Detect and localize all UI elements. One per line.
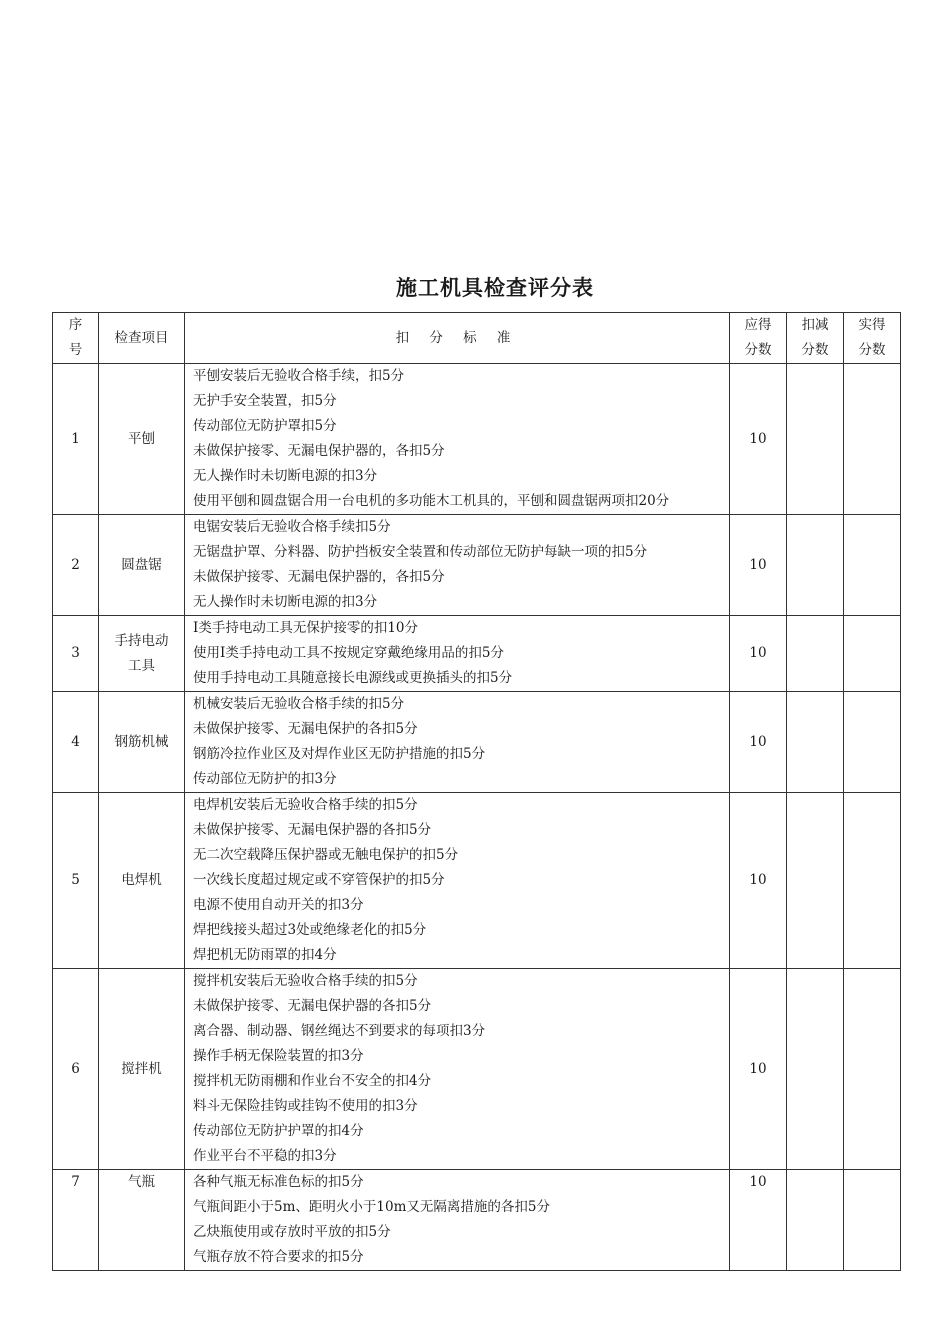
standard-line: 机械安装后无验收合格手续的扣5分: [193, 696, 405, 712]
standard-line: 使用平刨和圆盘锯合用一台电机的多功能木工机具的，平刨和圆盘锯两项扣20分: [193, 493, 670, 509]
deduction-standards: [185, 364, 730, 515]
standard-line: 传动部位无防护护罩的扣4分: [193, 1123, 364, 1139]
full-score: 10: [730, 692, 787, 793]
full-score: 10: [730, 969, 787, 1170]
full-score: 10: [730, 515, 787, 616]
full-score: 10: [730, 364, 787, 515]
actual-score-cell[interactable]: [844, 515, 901, 616]
inspection-item: [99, 515, 185, 616]
actual-score-cell[interactable]: [844, 1170, 901, 1271]
standard-line: 传动部位无防护的扣3分: [193, 771, 337, 787]
standard-line: 电锯安装后无验收合格手续扣5分: [193, 519, 391, 535]
full-score: 10: [730, 1170, 787, 1271]
standard-line: 焊把机无防雨罩的扣4分: [193, 947, 337, 963]
actual-score-cell[interactable]: [844, 692, 901, 793]
inspection-item: [99, 692, 185, 793]
standard-line: 未做保护接零、无漏电保护器的，各扣5分: [193, 569, 445, 585]
standard-line: 钢筋冷拉作业区及对焊作业区无防护措施的扣5分: [193, 746, 486, 762]
header-actual-score: 实得 分数: [844, 313, 901, 364]
actual-score-cell[interactable]: [844, 969, 901, 1170]
standard-line: 乙炔瓶使用或存放时平放的扣5分: [193, 1224, 391, 1240]
deducted-score-cell[interactable]: [787, 969, 844, 1170]
table-row: [53, 1170, 901, 1271]
deduction-standards: [185, 793, 730, 969]
inspection-item: [99, 793, 185, 969]
full-score: 10: [730, 616, 787, 692]
inspection-item-line: 电焊机: [121, 872, 162, 888]
row-number: 3: [53, 616, 99, 692]
inspection-item-line: 搅拌机: [121, 1060, 162, 1077]
actual-score-cell[interactable]: [844, 793, 901, 969]
standard-line: 各种气瓶无标准色标的扣5分: [193, 1174, 364, 1190]
deducted-score-cell[interactable]: [787, 692, 844, 793]
standard-line: 使用I类手持电动工具不按规定穿戴绝缘用品的扣5分: [193, 645, 504, 661]
inspection-item: [99, 364, 185, 515]
actual-score-cell[interactable]: [844, 616, 901, 692]
deducted-score-cell[interactable]: [787, 515, 844, 616]
deducted-score-cell[interactable]: [787, 364, 844, 515]
actual-score-cell[interactable]: [844, 364, 901, 515]
standard-line: 未做保护接零、无漏电保护的各扣5分: [193, 721, 418, 737]
standard-line: 传动部位无防护罩扣5分: [193, 418, 337, 434]
standard-line: 操作手柄无保险装置的扣3分: [193, 1048, 364, 1064]
inspection-item-line: 工具: [128, 657, 155, 674]
standard-line: 无人操作时未切断电源的扣3分: [193, 468, 378, 484]
inspection-item: [99, 1170, 185, 1271]
full-score: 10: [730, 793, 787, 969]
deduction-standards: [185, 692, 730, 793]
standard-line: 无二次空载降压保护器或无触电保护的扣5分: [193, 847, 459, 863]
row-number: 7: [53, 1170, 99, 1271]
table-row: [53, 364, 901, 515]
table-row: [53, 692, 901, 793]
header-full-score: 应得 分数: [730, 313, 787, 364]
deducted-score-cell[interactable]: [787, 616, 844, 692]
standard-line: 焊把线接头超过3处或绝缘老化的扣5分: [193, 922, 427, 938]
standard-line: 未做保护接零、无漏电保护器的各扣5分: [193, 998, 432, 1014]
standard-line: 离合器、制动器、钢丝绳达不到要求的每项扣3分: [193, 1023, 486, 1039]
standard-line: 未做保护接零、无漏电保护器的各扣5分: [193, 822, 432, 838]
standard-line: 料斗无保险挂钩或挂钩不使用的扣3分: [193, 1098, 418, 1114]
header-row: [53, 313, 901, 364]
row-number: 5: [53, 793, 99, 969]
header-standard: 扣 分 标 准: [185, 313, 730, 364]
deduction-standards: [185, 616, 730, 692]
deducted-score-cell[interactable]: [787, 1170, 844, 1271]
standard-line: 无人操作时未切断电源的扣3分: [193, 594, 378, 610]
standard-line: 无护手安全装置，扣5分: [193, 393, 337, 409]
row-number: 4: [53, 692, 99, 793]
inspection-item-line: 钢筋机械: [114, 733, 169, 750]
deduction-standards: [185, 515, 730, 616]
standard-line: 未做保护接零、无漏电保护器的，各扣5分: [193, 443, 445, 459]
inspection-item: [99, 616, 185, 692]
form-title: 施工机具检查评分表: [396, 275, 594, 300]
table-row: [53, 515, 901, 616]
standard-line: 气瓶间距小于5m、距明火小于10m又无隔离措施的各扣5分: [193, 1199, 550, 1215]
standard-line: 一次线长度超过规定或不穿管保护的扣5分: [193, 872, 445, 888]
standard-line: 电焊机安装后无验收合格手续的扣5分: [193, 797, 418, 813]
table-row: [53, 616, 901, 692]
header-no: 序 号: [53, 313, 99, 364]
deduction-standards: [185, 1170, 730, 1271]
row-number: 2: [53, 515, 99, 616]
standard-line: 平刨安装后无验收合格手续，扣5分: [193, 368, 405, 384]
header-item: 检查项目: [99, 313, 185, 364]
standard-line: 搅拌机无防雨棚和作业台不安全的扣4分: [193, 1073, 432, 1089]
deduction-standards: [185, 969, 730, 1170]
standard-line: I类手持电动工具无保护接零的扣10分: [193, 620, 419, 636]
row-number: 6: [53, 969, 99, 1170]
standard-line: 作业平台不平稳的扣3分: [193, 1148, 337, 1164]
inspection-score-table: [52, 312, 901, 1271]
inspection-item-line: 手持电动: [114, 632, 169, 649]
inspection-item-line: 平刨: [128, 430, 155, 447]
inspection-item: [99, 969, 185, 1170]
standard-line: 搅拌机安装后无验收合格手续的扣5分: [193, 973, 418, 989]
standard-line: 使用手持电动工具随意接长电源线或更换插头的扣5分: [193, 670, 513, 686]
row-number: 1: [53, 364, 99, 515]
deducted-score-cell[interactable]: [787, 793, 844, 969]
header-deduct-score: 扣减 分数: [787, 313, 844, 364]
standard-line: 无锯盘护罩、分料器、防护挡板安全装置和传动部位无防护每缺一项的扣5分: [193, 544, 648, 560]
standard-line: 电源不使用自动开关的扣3分: [193, 897, 364, 913]
table-row: [53, 969, 901, 1170]
standard-line: 气瓶存放不符合要求的扣5分: [193, 1249, 364, 1265]
inspection-item-line: 圆盘锯: [121, 556, 162, 573]
inspection-item-line: 气瓶: [128, 1174, 155, 1190]
table-row: [53, 793, 901, 969]
